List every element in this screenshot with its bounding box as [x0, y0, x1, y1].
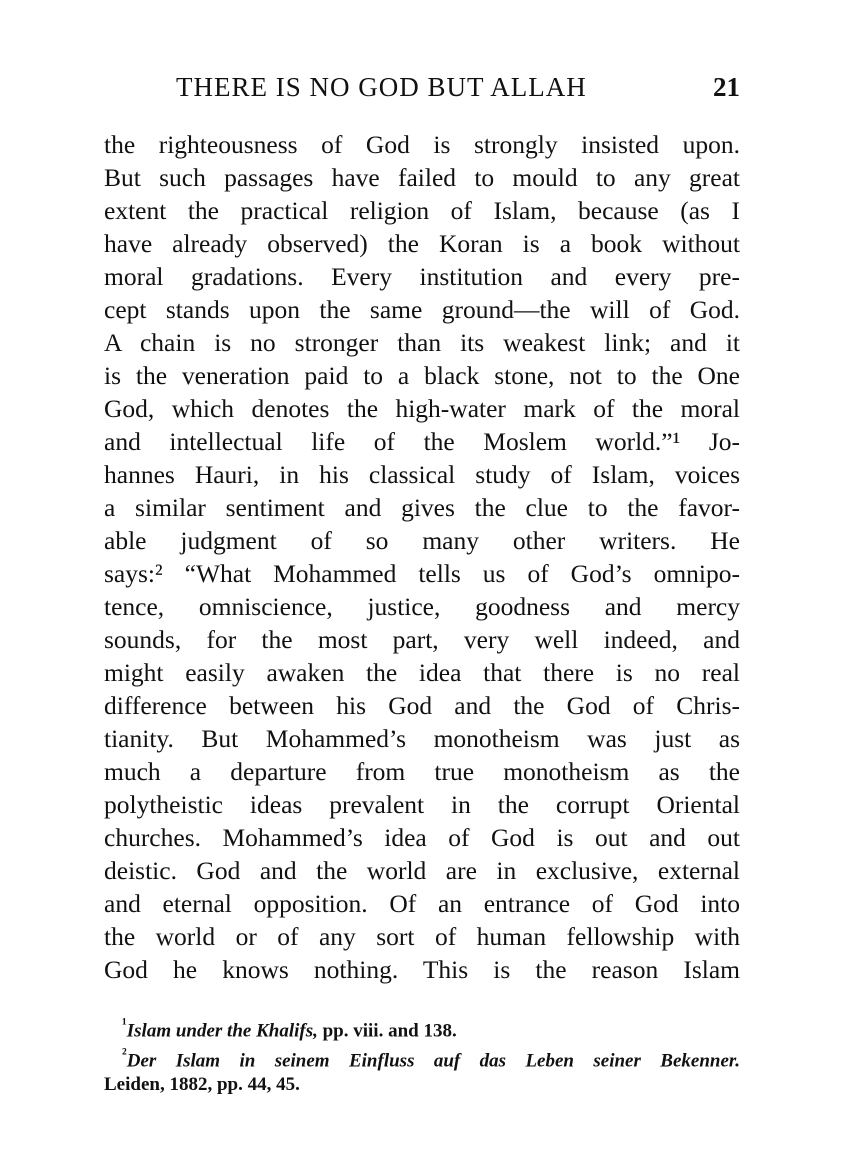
footnote-2 [104, 1040, 740, 1070]
text-line: tianity. But Mohammed’s monotheism was just as [104, 724, 740, 753]
text-line: churches. Mohammed’s idea of God is out and out [104, 823, 740, 852]
footnote-2-continuation: Leiden, 1882, pp. 44, 45. [104, 1074, 300, 1095]
page-number: 21 [713, 72, 740, 102]
text-line: God he knows nothing. This is the reason Islam [104, 955, 740, 984]
text-line: a similar sentiment and gives the clue to the favor- [104, 493, 740, 522]
text-line: the righteousness of God is strongly insisted upon. [104, 130, 740, 159]
text-line: hannes Hauri, in his classical study of Islam, voices [104, 460, 740, 489]
footnote-1-marker: ¹ [122, 1016, 127, 1033]
text-line: says:² “What Mohammed tells us of God’s omnipo- [104, 559, 740, 588]
footnote-1-title: Islam under the Khalifs, [126, 1020, 318, 1042]
footnotes [104, 1010, 740, 1100]
text-line: and intellectual life of the Moslem world.”¹ Jo- [104, 427, 740, 456]
text-line: moral gradations. Every institution and every pre- [104, 262, 740, 291]
text-line: But such passages have failed to mould to any great [104, 163, 740, 192]
text-line: sounds, for the most part, very well indeed, and [104, 625, 740, 654]
text-line: tence, omniscience, justice, goodness and mercy [104, 592, 740, 621]
text-line: A chain is no stronger than its weakest link; and it [104, 328, 740, 357]
footnote-1 [104, 1010, 740, 1040]
text-line: is the veneration paid to a black stone, not to the One [104, 361, 740, 390]
text-line: deistic. God and the world are in exclusive, external [104, 856, 740, 885]
text-line: might easily awaken the idea that there is no real [104, 658, 740, 687]
running-title: THERE IS NO GOD BUT ALLAH [176, 72, 587, 102]
body-text [104, 128, 740, 986]
text-line: extent the practical religion of Islam, because (as I [104, 196, 740, 225]
text-line: God, which denotes the high-water mark of the moral [104, 394, 740, 423]
text-line: have already observed) the Koran is a book without [104, 229, 740, 258]
running-head [104, 72, 740, 106]
text-line: much a departure from true monotheism as the [104, 757, 740, 786]
text-line: the world or of any sort of human fellowship with [104, 922, 740, 951]
text-line: polytheistic ideas prevalent in the corrupt Oriental [104, 790, 740, 819]
text-line: and eternal opposition. Of an entrance of God into [104, 889, 740, 918]
footnote-1-pages: pp. viii. and 138. [317, 1020, 457, 1042]
footnote-2-marker: ² [122, 1046, 127, 1063]
text-line: able judgment of so many other writers. He [104, 526, 740, 555]
text-line: difference between his God and the God of Chris- [104, 691, 740, 720]
text-line: cept stands upon the same ground—the will of God. [104, 295, 740, 324]
footnote-2-title: Der Islam in seinem Einfluss auf das Leben seiner Bekenner. [126, 1050, 740, 1072]
